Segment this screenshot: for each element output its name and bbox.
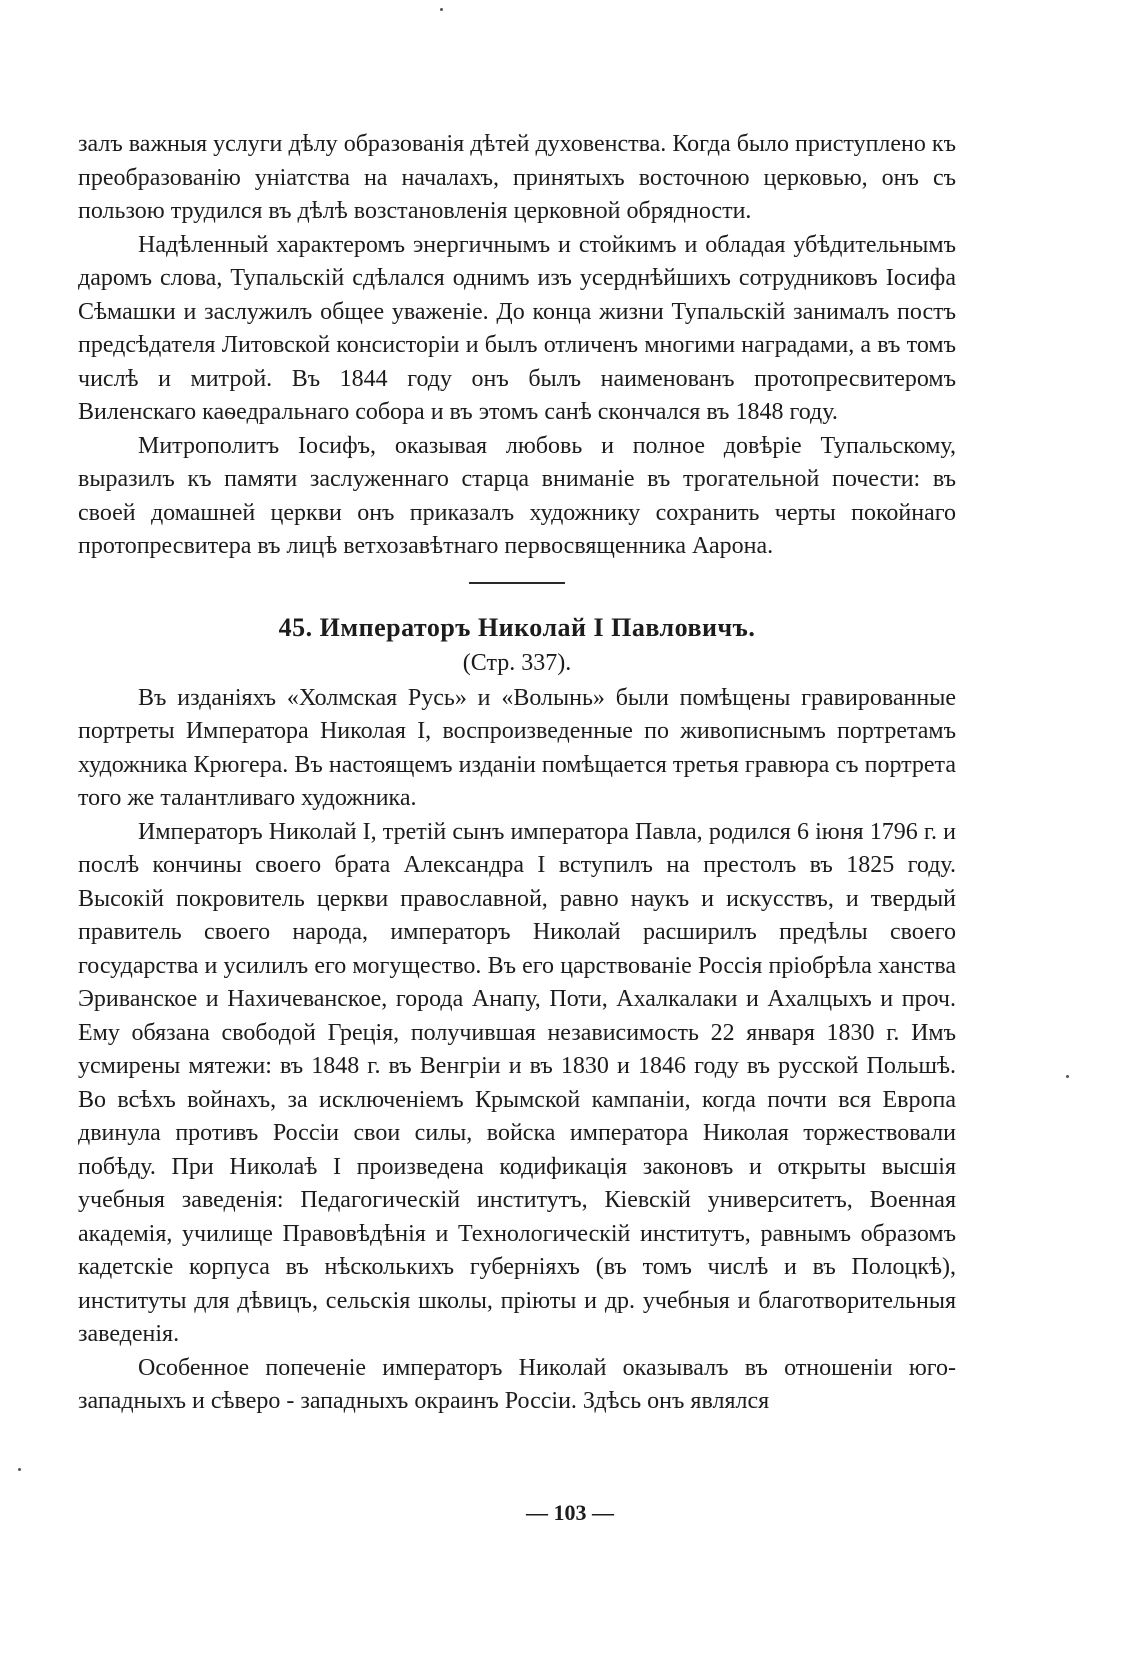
- paragraph: Въ изданіяхъ «Холмская Русь» и «Волынь» были помѣщены гравированные портреты Императора Николая I, воспроизведенные по живописнымъ портретамъ художника Крюгера. Въ настоящемъ изданіи помѣщается третья гравюра съ портрета того же талантливаго художника.: [78, 684, 956, 811]
- scan-speck: [18, 1468, 21, 1471]
- page-body: [78, 128, 956, 1419]
- scan-speck: [1066, 1075, 1069, 1078]
- paragraph: Надѣленный характеромъ энергичнымъ и стойкимъ и обладая убѣдительнымъ даромъ слова, Тупальскій сдѣлался однимъ изъ усерднѣйшихъ сотрудниковъ Іосифа Сѣмашки и заслужилъ общее уваженіе. До конца жизни Тупальскій занималъ постъ предсѣдателя Литовской консисторіи и былъ отличенъ многими наградами, а въ томъ числѣ и митрой. Въ 1844 году онъ былъ наименованъ протопресвитеромъ Виленскаго каѳедральнаго собора и въ этомъ санѣ скончался въ 1848 году.: [78, 231, 956, 425]
- paragraph: залъ важныя услуги дѣлу образованія дѣтей духовенства. Когда было приступлено къ преобразованію уніатства на началахъ, принятыхъ восточною церковью, онъ съ пользою трудился въ дѣлѣ возстановленія церковной обрядности.: [78, 131, 956, 224]
- paragraph: Особенное попеченіе императоръ Николай оказывалъ въ отношеніи юго-западныхъ и сѣверо - западныхъ окраинъ Россіи. Здѣсь онъ являлся: [78, 1354, 956, 1414]
- section-subtitle: (Стр. 337).: [462, 649, 572, 676]
- scan-speck: [440, 8, 443, 11]
- paragraph: Императоръ Николай I, третій сынъ императора Павла, родился 6 іюня 1796 г. и послѣ кончины своего брата Александра I вступилъ на престолъ въ 1825 году. Высокій покровитель церкви православной, равно наукъ и искусствъ, и твердый правитель своего народа, императоръ Николай расширилъ предѣлы своего государства и усилилъ его могущество. Въ его царствованіе Россія пріобрѣла ханства Эриванское и Нахичеванское, города Анапу, Поти, Ахалкалаки и Ахалцыхъ и проч. Ему обязана свободой Греція, получившая независимость 22 января 1830 г. Имъ усмирены мятежи: въ 1848 г. въ Венгріи и въ 1830 и 1846 году въ русской Польшѣ. Во всѣхъ войнахъ, за исключеніемъ Крымской кампаніи, когда почти вся Европа двинула противъ Россіи свои силы, войска императора Николая торжествовали побѣду. При Николаѣ I произведена кодификація законовъ и открыты высшія учебныя заведенія: Педагогическій институтъ, Кіевскій университетъ, Военная академія, училище Правовѣдѣнія и Технологическій институтъ, равнымъ образомъ кадетскіе корпуса въ нѣсколькихъ губерніяхъ (въ томъ числѣ и въ Полоцкѣ), институты для дѣвицъ, сельскія школы, пріюты и др. учебныя и благотворительныя заведенія.: [78, 818, 956, 1347]
- page-number: — 103 —: [526, 1500, 614, 1525]
- section-title: 45. Императоръ Николай I Павловичъ.: [278, 612, 756, 642]
- section-divider: [469, 582, 565, 584]
- paragraph: Митрополитъ Іосифъ, оказывая любовь и полное довѣріе Тупальскому, выразилъ къ памяти заслуженнаго старца вниманіе въ трогательной почести: въ своей домашней церкви онъ приказалъ художнику сохранить черты покойнаго протопресвитера въ лицѣ ветхозавѣтнаго первосвященника Аарона.: [78, 432, 956, 559]
